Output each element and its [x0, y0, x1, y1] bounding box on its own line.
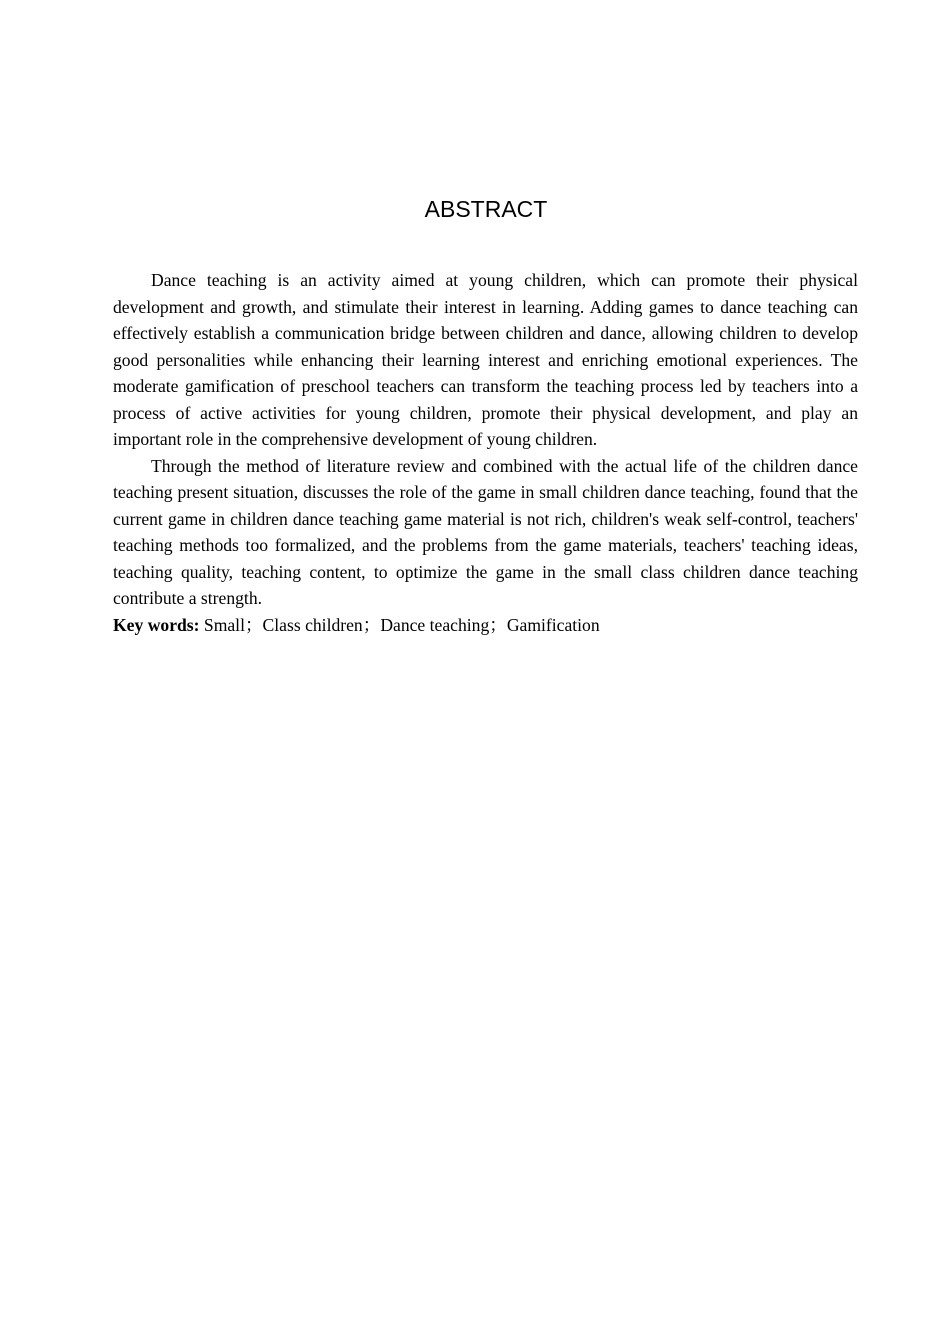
abstract-paragraph-1: Dance teaching is an activity aimed at young children, which can promote their physical development and growth, and stimulate their interest in learning. Adding games to dance teaching can effectively establish a communication bridge between children and dance, allowing children to develop good personalities while enhancing their learning interest and enriching emotional experiences. The moderate gamification of preschool teachers can transform the teaching process led by teachers into a process of active activities for young children, promote their physical development, and play an important role in the comprehensive development of young children. [113, 270, 858, 449]
keywords-label: Key words: [113, 614, 200, 635]
keywords-line [113, 612, 858, 639]
abstract-paragraph-2: Through the method of literature review and combined with the actual life of the children dance teaching present situation, discusses the role of the game in small children dance teaching, found that the current game in children dance teaching game material is not rich, children's weak self-control, teachers' teaching methods too formalized, and the problems from the game materials, teachers' teaching ideas, teaching quality, teaching content, to optimize the game in the small class children dance teaching contribute a strength. [113, 455, 858, 608]
abstract-body [113, 267, 858, 638]
abstract-title: ABSTRACT [424, 196, 548, 222]
keywords-value: Small；Class children；Dance teaching；Gamification [203, 614, 600, 635]
